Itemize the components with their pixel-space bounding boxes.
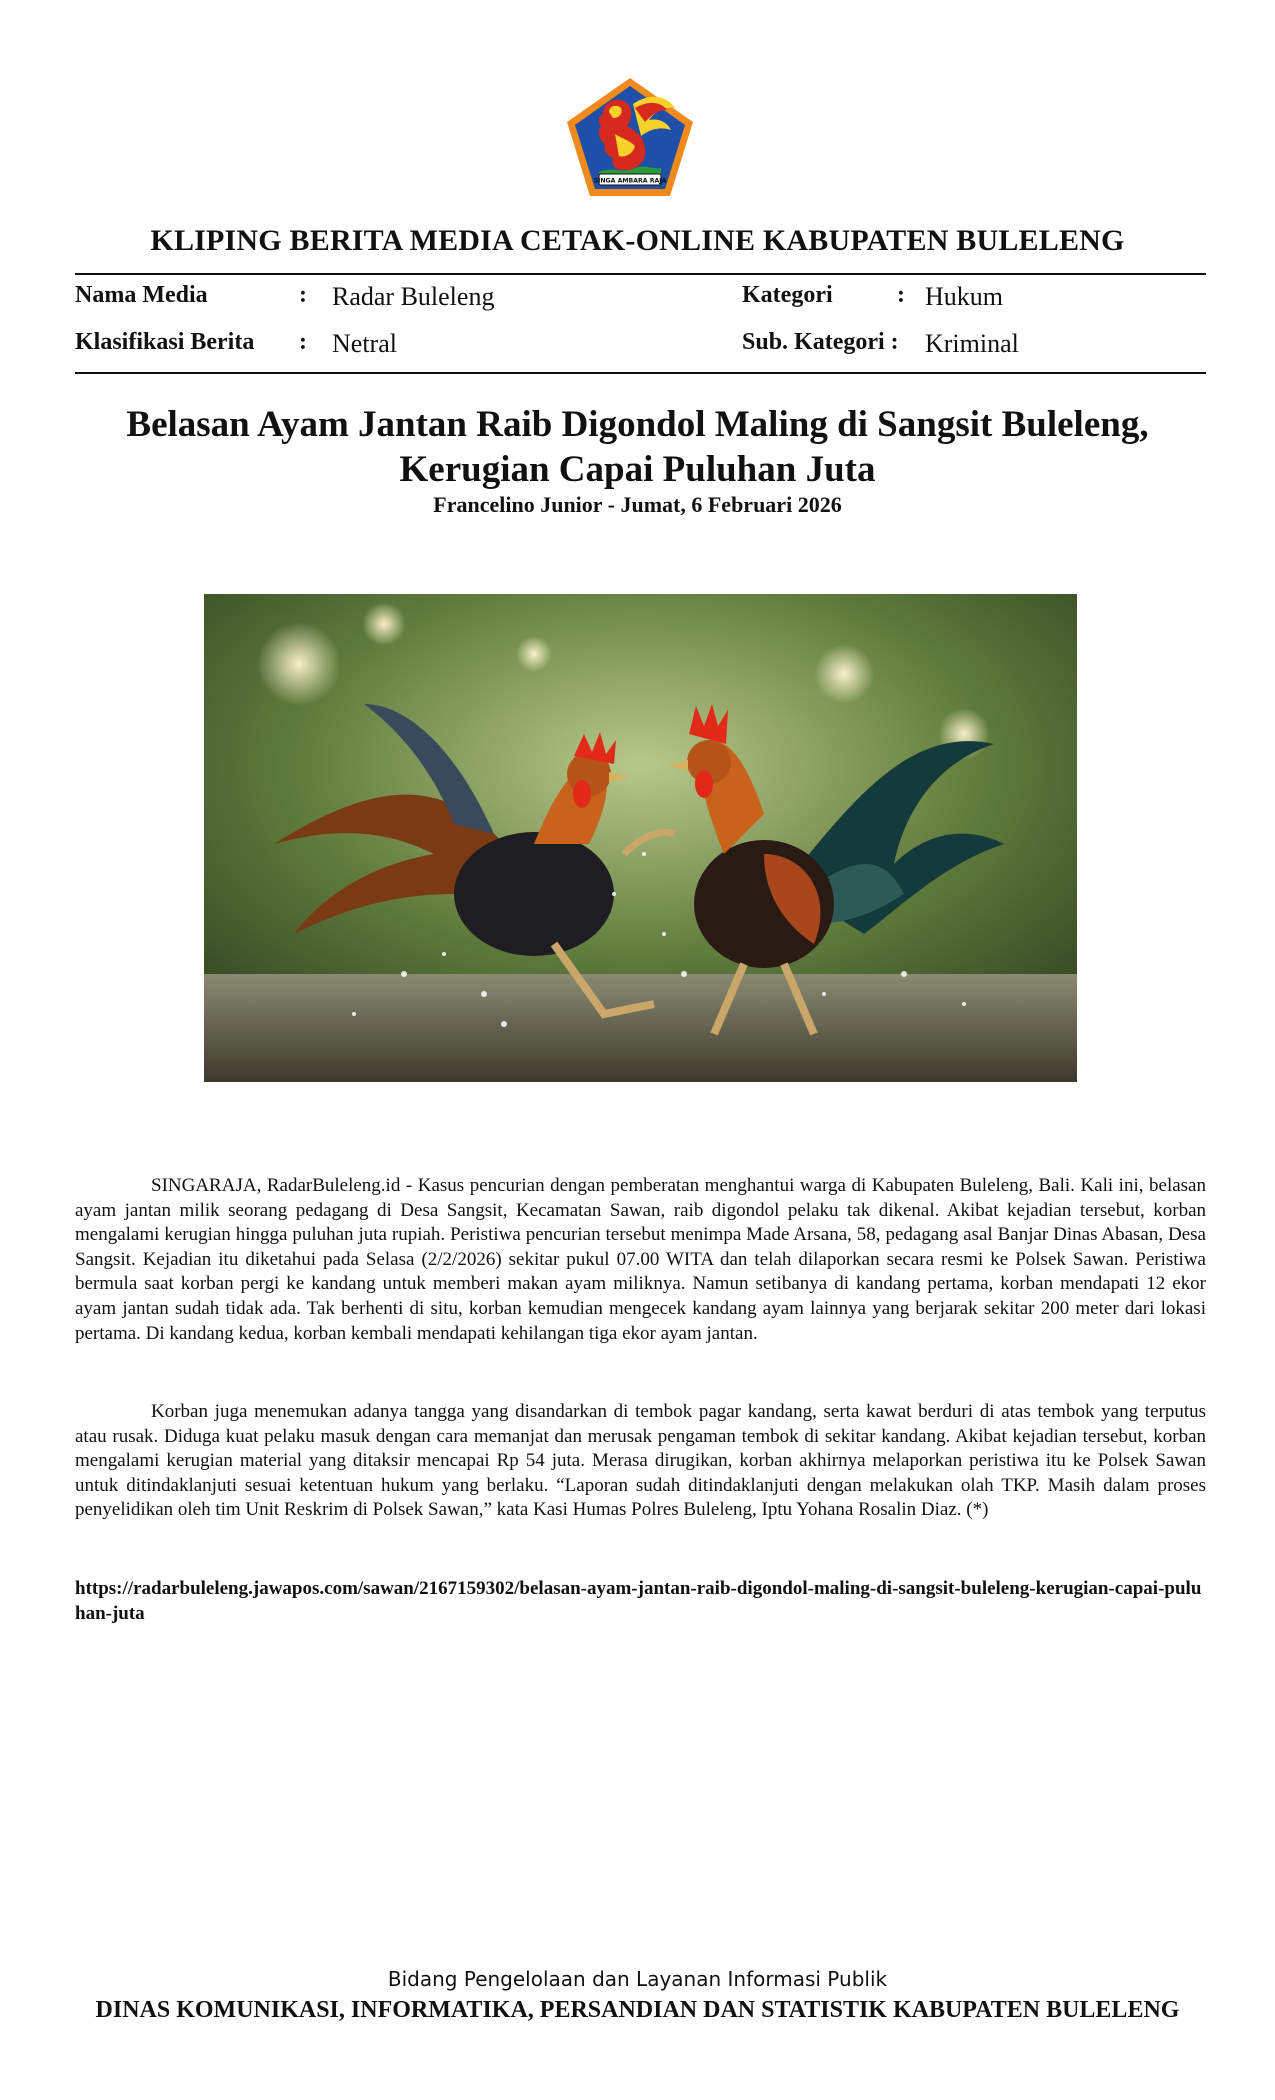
headline-line-1: Belasan Ayam Jantan Raib Digondol Maling di Sangsit Buleleng, — [126, 404, 1149, 445]
header-bottom-rule — [75, 372, 1206, 374]
footer-department: Bidang Pengelolaan dan Layanan Informasi Publik — [387, 1967, 888, 1991]
article-byline: Francelino Junior - Jumat, 6 Februari 2026 — [433, 492, 842, 517]
header-top-rule — [75, 273, 1206, 275]
media-value: Radar Buleleng — [332, 282, 495, 311]
headline-line-2: Kerugian Capai Puluhan Juta — [399, 449, 876, 490]
subkategori-value: Kriminal — [925, 329, 1019, 358]
media-label: Nama Media — [75, 282, 208, 308]
klasifikasi-label: Klasifikasi Berita — [75, 329, 255, 355]
article-headline — [100, 402, 1175, 492]
clipping-header-title: KLIPING BERITA MEDIA CETAK-ONLINE KABUPATEN BULELENG — [150, 224, 1125, 257]
article-photo-roosters — [204, 594, 1077, 1082]
article-paragraph-1: SINGARAJA, RadarBuleleng.id - Kasus pencurian dengan pemberatan menghantui warga di Kabupaten Buleleng, Bali. Kali ini, belasan ayam jantan milik seorang pedagang di Desa Sangsit, Kecamatan Sawan, raib digondol pelaku tak dikenal. Akibat kejadian tersebut, korban mengalami kerugian hingga puluhan juta rupiah. Peristiwa pencurian tersebut menimpa Made Arsana, 58, pedagang asal Banjar Dinas Abasan, Desa Sangsit. Kejadian itu diketahui pada Selasa (2/2/2026) sekitar pukul 07.00 WITA dan telah dilaporkan secara resmi ke Polsek Sawan. Peristiwa bermula saat korban pergi ke kandang untuk memberi makan ayam miliknya. Namun setibanya di kandang pertama, korban mendapati 12 ekor ayam jantan sudah tidak ada. Tak berhenti di situ, korban kemudian mengecek kandang ayam lainnya yang berjarak sekitar 200 meter dari lokasi pertama. Di kandang kedua, korban kembali mendapati kehilangan tiga ekor ayam jantan. — [75, 1175, 1206, 1344]
media-colon: : — [299, 282, 307, 308]
kategori-value: Hukum — [925, 282, 1003, 311]
footer-agency: DINAS KOMUNIKASI, INFORMATIKA, PERSANDIAN DAN STATISTIK KABUPATEN BULELENG — [95, 1997, 1180, 2023]
svg-text:SINGA AMBARA RAJA: SINGA AMBARA RAJA — [593, 177, 667, 185]
article-paragraph-2: Korban juga menemukan adanya tangga yang disandarkan di tembok pagar kandang, serta kawat berduri di atas tembok yang terputus atau rusak. Diduga kuat pelaku masuk dengan cara memanjat dan merusak pengaman tembok di sekitar kandang. Akibat kejadian tersebut, korban mengalami kerugian material yang ditaksir mencapai Rp 54 juta. Merasa dirugikan, korban akhirnya melaporkan peristiwa itu ke Polsek Sawan untuk ditindaklanjuti sesuai ketentuan hukum yang berlaku. “Laporan sudah ditindaklanjuti dengan melakukan olah TKP. Masih dalam proses penyelidikan oleh tim Unit Reskrim di Polsek Sawan,” kata Kasi Humas Polres Buleleng, Iptu Yohana Rosalin Diaz. (*) — [75, 1401, 1206, 1521]
kategori-colon: : — [897, 282, 905, 308]
buleleng-crest-logo — [563, 74, 697, 200]
klasifikasi-value: Netral — [332, 329, 397, 358]
source-url-link[interactable]: https://radarbuleleng.jawapos.com/sawan/2167159302/belasan-ayam-jantan-raib-digondol-maling-di-sangsit-buleleng-kerugian-capai-puluhan-juta — [75, 1578, 1202, 1624]
kategori-label: Kategori — [742, 282, 833, 308]
klasifikasi-colon: : — [299, 329, 307, 355]
subkategori-label: Sub. Kategori : — [742, 329, 899, 355]
